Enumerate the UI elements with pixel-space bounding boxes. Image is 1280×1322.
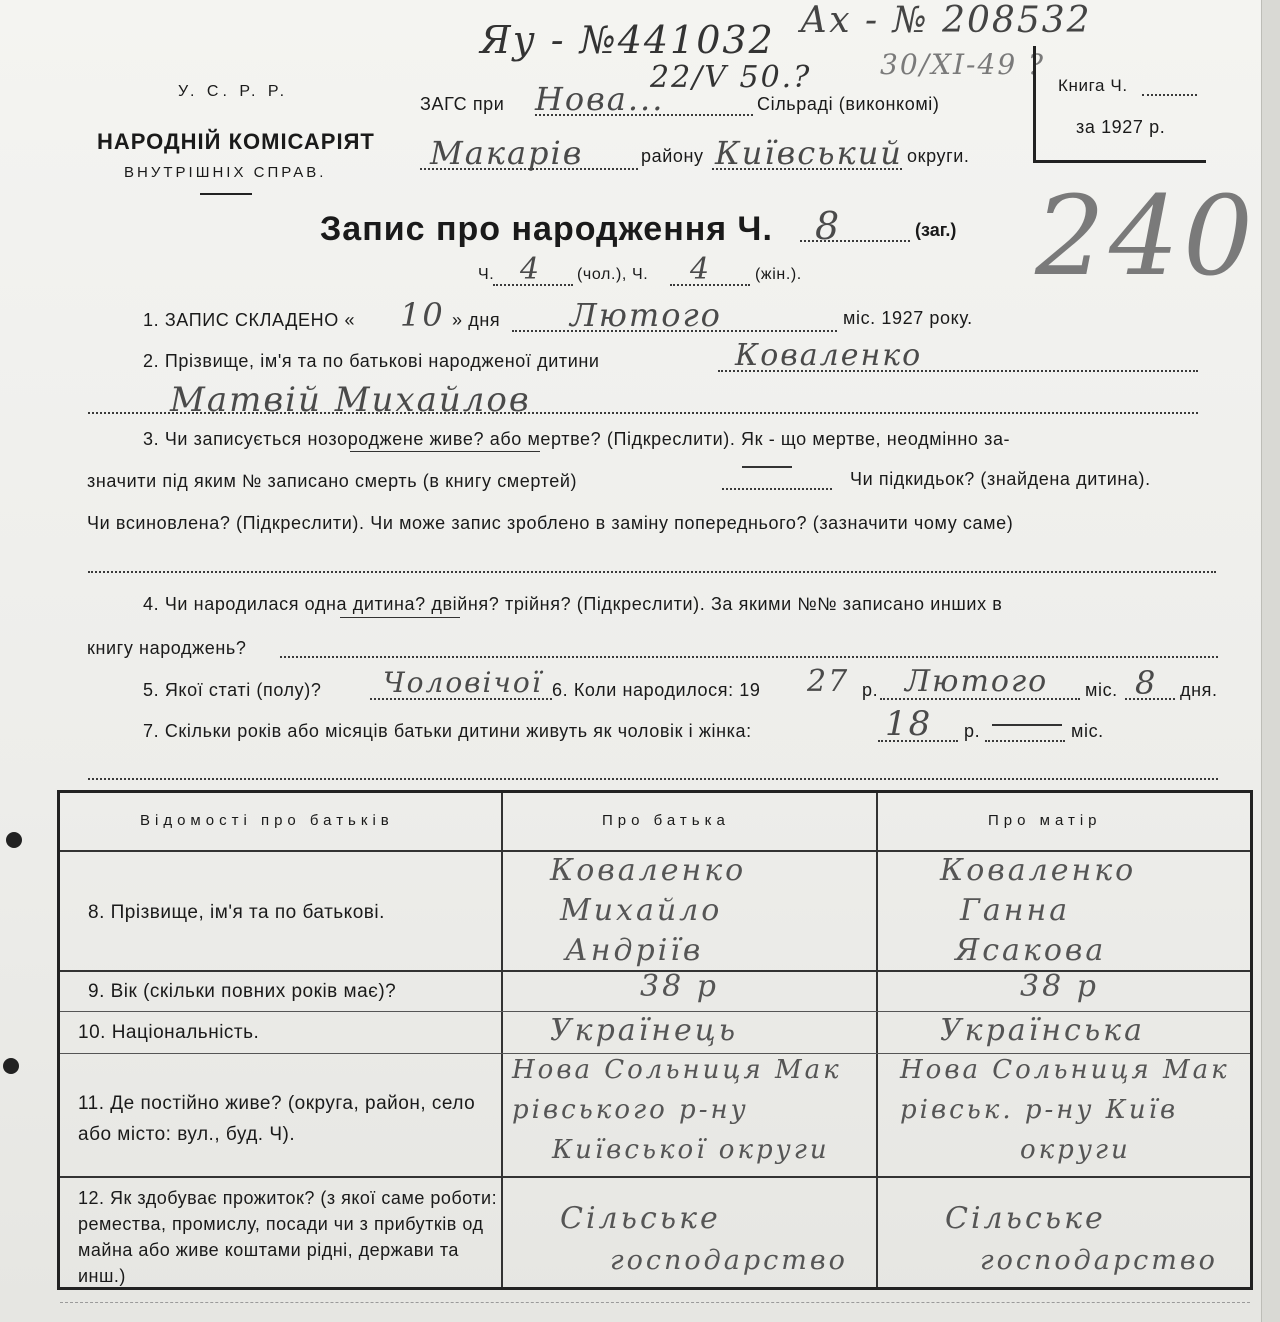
q6-year: 27: [807, 664, 850, 699]
q3-line1: 3. Чи записується нозороджене живе? або мертве? (Підкреслити). Як - що мертве, неодмінно за-: [143, 429, 1011, 449]
zags-label: ЗАГС при: [420, 94, 505, 114]
q4-line1: 4. Чи народилася одна дитина? двійня? трійня? (Підкреслити). За якими №№ записано инших в: [143, 594, 1003, 614]
q2-surname: Коваленко: [735, 338, 923, 373]
district-value: Макарів: [430, 134, 584, 172]
father-residence-1: Нова Сольниця Мак: [512, 1055, 842, 1085]
q7-years: 18: [885, 704, 933, 744]
date-note: 22/V 50.?: [650, 60, 812, 95]
mother-nationality: Українська: [940, 1013, 1145, 1048]
q3-line2a: значити під яким № записано смерть (в книгу смертей): [87, 471, 578, 491]
q5-value: Чоловічої: [383, 666, 543, 699]
republic-label: У. С. Р. Р.: [178, 83, 289, 100]
mother-surname: Коваленко: [940, 853, 1137, 888]
mother-name: Ганна: [960, 893, 1071, 928]
q1-month: Лютого: [570, 296, 722, 334]
archive-code-left: Яу - №441032: [480, 18, 775, 62]
q6-month: Лютого: [905, 664, 1049, 699]
q6-label: 6. Коли народилося: 19: [552, 680, 761, 700]
father-nationality: Українець: [550, 1013, 739, 1048]
father-age: 38 р: [640, 969, 719, 1004]
row-label-residence: 11. Де постійно живе? (округа, район, село або місто: вул., буд. Ч).: [78, 1093, 476, 1145]
q6-day: 8: [1135, 664, 1158, 702]
binder-hole: [6, 832, 22, 848]
council-label: Сільраді (виконкомі): [757, 94, 940, 114]
male-prefix: Ч.: [478, 266, 495, 283]
father-livelihood-2: господарство: [610, 1245, 848, 1276]
record-number: 8: [815, 204, 842, 248]
mother-livelihood-2: господарство: [980, 1245, 1218, 1276]
q6-month-label: міс.: [1085, 680, 1118, 700]
father-name: Михайло: [560, 893, 723, 928]
district-label: району: [641, 146, 704, 166]
table-header-info: Відомості про батьків: [140, 812, 394, 829]
binder-hole: [3, 1058, 19, 1074]
table-header-mother: Про матір: [988, 812, 1102, 829]
row-label-nationality: 10. Національність.: [78, 1022, 260, 1043]
q3-line2b: Чи підкидьок? (знайдена дитина).: [850, 469, 1151, 489]
female-label: (жін.).: [755, 266, 802, 283]
mother-residence-1: Нова Сольниця Мак: [900, 1055, 1230, 1085]
okrug-value: Київський: [715, 134, 903, 172]
mother-residence-3: округи: [1020, 1135, 1131, 1165]
q1-day-label: » дня: [452, 310, 501, 330]
big-number-annotation: 240: [1035, 172, 1257, 300]
q7-label: 7. Скільки років або місяців батьки дитини живуть як чоловік і жінка:: [143, 721, 752, 741]
q6-day-label: дня.: [1180, 680, 1218, 700]
mother-patronymic: Ясакова: [955, 933, 1107, 968]
q4-line2: книгу народжень?: [87, 638, 247, 658]
book-label: Книга Ч.: [1058, 76, 1128, 95]
record-total-label: (заг.): [915, 220, 957, 240]
q6-year-suffix: р.: [862, 680, 879, 700]
q1-suffix: міс. 1927 року.: [843, 308, 973, 328]
reference-note: 30/XI-49 ?: [880, 48, 1046, 81]
female-count: 4: [690, 252, 712, 287]
mother-residence-2: рівськ. р-ну Київ: [900, 1095, 1179, 1125]
book-box: [1033, 46, 1206, 163]
father-patronymic: Андріїв: [565, 933, 704, 968]
q5-label: 5. Якої статі (полу)?: [143, 680, 322, 700]
okrug-label: округи.: [907, 146, 970, 166]
mother-age: 38 р: [1020, 969, 1099, 1004]
q2-rest: Матвій Михайлов: [170, 380, 531, 420]
q2-label: 2. Прізвище, ім'я та по батькові народженої дитини: [143, 351, 600, 371]
q7-months-label: міс.: [1071, 721, 1104, 741]
father-residence-3: Київської округи: [552, 1135, 830, 1165]
father-residence-2: рівського р-ну: [512, 1095, 749, 1125]
father-surname: Коваленко: [550, 853, 747, 888]
row-label-age: 9. Вік (скільки повних років має)?: [88, 981, 397, 1002]
q3-underline: [350, 451, 540, 452]
q3-line3: Чи всиновлена? (Підкреслити). Чи може запис зроблено в заміну попереднього? (зазначити чому саме): [87, 513, 1014, 533]
q1-day: 10: [400, 296, 445, 334]
page-edge: [1261, 0, 1280, 1322]
header-divider: [200, 193, 252, 195]
commissariat-title: НАРОДНІЙ КОМІСАРІЯТ: [97, 129, 375, 154]
mother-livelihood-1: Сільське: [945, 1201, 1106, 1236]
q1-label: 1. ЗАПИС СКЛАДЕНО «: [143, 310, 356, 330]
zags-value: Нова...: [535, 80, 665, 118]
row-label-name: 8. Прізвище, ім'я та по батькові.: [88, 902, 385, 923]
male-label: (чол.), Ч.: [577, 266, 649, 283]
record-title: Запис про народження Ч.: [320, 210, 773, 248]
parents-table: [57, 790, 1253, 1290]
q7-years-label: р.: [964, 721, 981, 741]
department-label: ВНУТРІШНІХ СПРАВ.: [124, 164, 327, 181]
father-livelihood-1: Сільське: [560, 1201, 721, 1236]
table-header-father: Про батька: [602, 812, 730, 829]
archive-code-right: Ах - № 208532: [800, 0, 1092, 41]
male-count: 4: [520, 252, 542, 287]
row-label-livelihood: 12. Як здобуває прожиток? (з якої саме роботи: ремества, промислу, посади чи з прибутків од майна або живе коштами рідні, держави та инш.): [78, 1188, 498, 1286]
book-year: за 1927 р.: [1076, 117, 1166, 137]
